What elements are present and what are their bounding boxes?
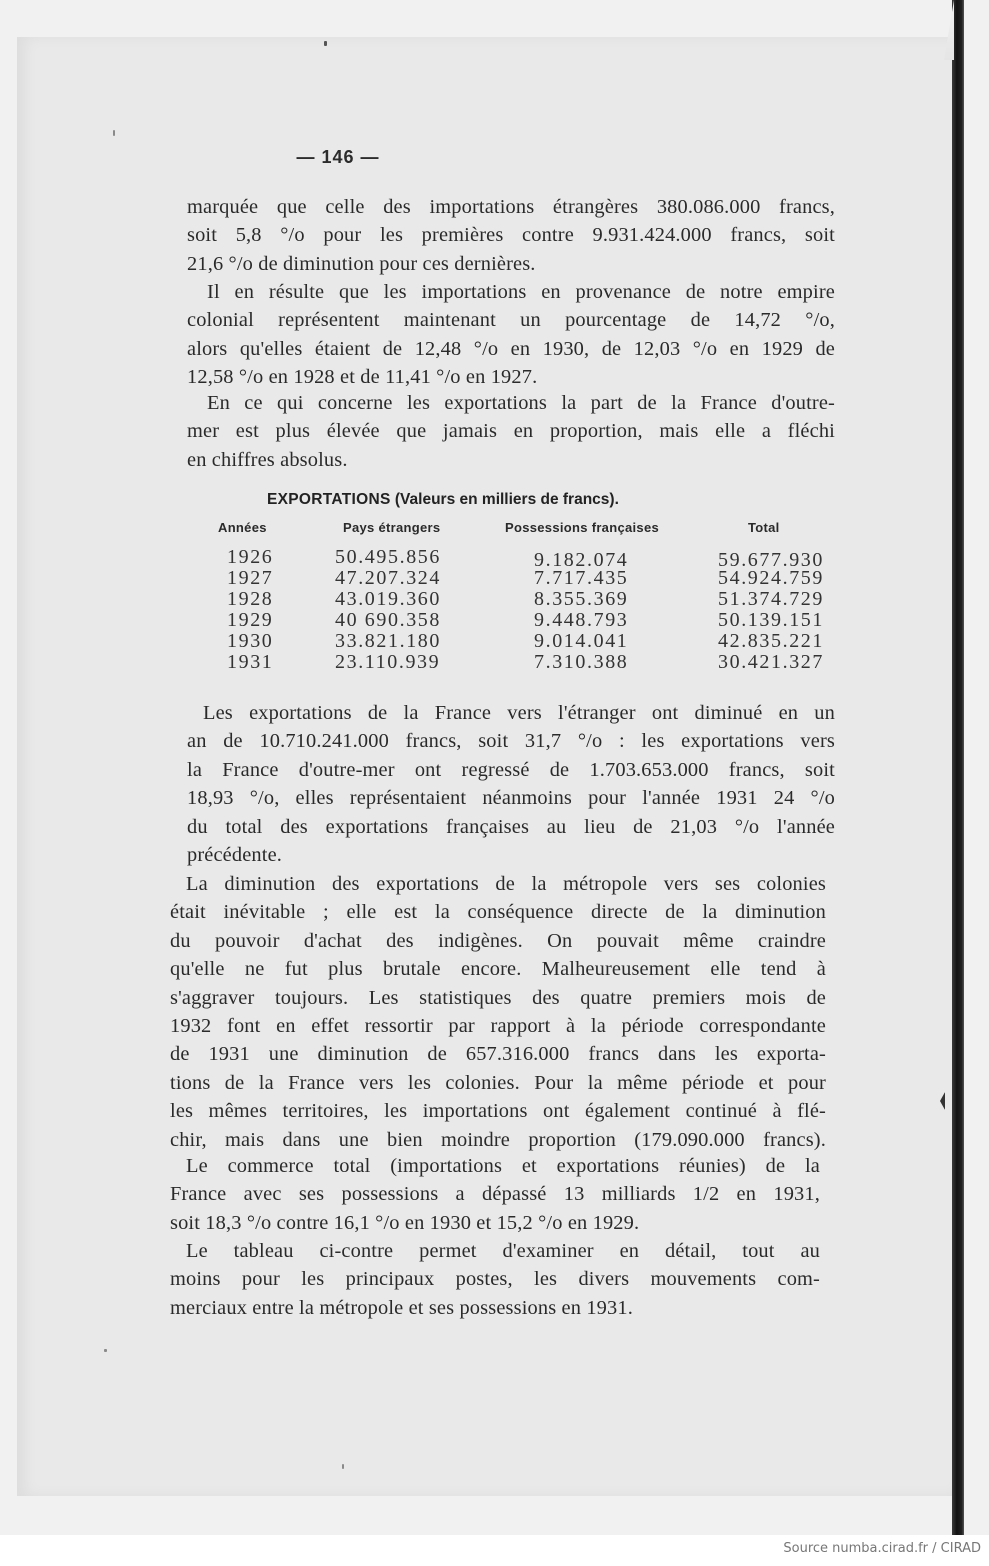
text-line: merciaux entre la métropole et ses possessions en 1931. [170,1296,633,1319]
text-line: s'aggraver toujours. Les statistiques des quatre premiers mois de [170,986,826,1009]
text-line: marquée que celle des importations étrangères 380.086.000 francs, [187,196,835,218]
text-line: 12,58 °/o en 1928 et de 11,41 °/o en 1927. [187,366,538,389]
paper-speck [113,130,115,136]
paragraph-6 [170,1152,820,1237]
cell-year: 1931 [227,651,274,673]
text-line: an de 10.710.241.000 francs, soit 31,7 °/o : les exportations vers [187,730,835,753]
cell-total: 42.835.221 [718,630,824,652]
cell-total: 50.139.151 [718,609,824,631]
text-line: en chiffres absolus. [187,448,348,471]
text-line: précédente. [187,844,283,867]
text-line: 21,6 °/o de diminution pour ces dernières. [187,252,536,275]
cell-year: 1929 [227,609,274,631]
text-line: Il en résulte que les importations en provenance de notre empire [207,281,835,303]
text-line: La diminution des exportations de la métropole vers ses colonies [186,873,826,895]
column-header-total: Total [748,520,780,535]
cell-pays-etrangers: 43.019.360 [335,588,441,610]
text-line: mer est plus élevée que jamais en proportion, mais elle a fléchi [187,420,835,443]
source-credit: Source numba.cirad.fr / CIRAD [783,1541,981,1556]
cell-pays-etrangers: 47.207.324 [335,567,441,589]
text-line: France avec ses possessions a dépassé 13 milliards 1/2 en 1931, [170,1183,820,1206]
cell-possessions-francaises: 8.355.369 [534,588,629,610]
table-row [205,546,845,571]
cell-year: 1926 [227,546,274,568]
text-line: Le tableau ci-contre permet d'examiner en détail, tout au [186,1240,820,1262]
cell-possessions-francaises: 9.014.041 [534,630,629,652]
text-line: En ce qui concerne les exportations la part de la France d'outre- [207,392,835,414]
text-line: les mêmes territoires, les importations ont également continué à flé- [170,1100,826,1123]
table-row [205,567,845,589]
cell-pays-etrangers: 50.495.856 [335,546,441,568]
cell-possessions-francaises: 7.310.388 [534,651,629,673]
text-line: soit 18,3 °/o contre 16,1 °/o en 1930 et 15,2 °/o en 1929. [170,1211,640,1234]
table-row [205,609,845,631]
text-line: soit 5,8 °/o pour les premières contre 9.931.424.000 francs, soit [187,224,835,247]
table-title [267,491,619,509]
cell-possessions-francaises: 9.182.074 [534,549,629,571]
cell-year: 1927 [227,567,274,589]
cell-total: 54.924.759 [718,567,824,589]
text-line: la France d'outre-mer ont regressé de 1.703.653.000 francs, soit [187,758,835,781]
paper-speck [342,1464,344,1469]
text-line: Les exportations de la France vers l'étranger ont diminué en un [203,702,835,724]
column-header-pays-etrangers: Pays étrangers [343,520,441,535]
table-title-main: EXPORTATIONS [267,491,391,508]
table-row [205,651,845,673]
text-line: du pouvoir d'achat des indigènes. On pouvait même craindre [170,929,826,952]
text-line: tions de la France vers les colonies. Pour la même période et pour [170,1071,826,1094]
text-line: colonial représentent maintenant un pourcentage de 14,72 °/o, [187,309,835,332]
column-header-possessions-francaises: Possessions françaises [505,520,660,535]
paragraph-7 [170,1237,820,1322]
text-line: du total des exportations françaises au lieu de 21,03 °/o l'année [187,815,835,838]
cell-possessions-francaises: 7.717.435 [534,567,629,589]
paragraph-3 [187,389,835,474]
text-line: était inévitable ; elle est la conséquence directe de la diminution [170,901,826,924]
text-line: 18,93 °/o, elles représentaient néanmoins pour l'année 1931 24 °/o [187,787,835,810]
paragraph-4 [187,699,835,869]
book-binding-edge [952,0,964,1535]
cell-year: 1928 [227,588,274,610]
text-line: alors qu'elles étaient de 12,48 °/o en 1930, de 12,03 °/o en 1929 de [187,337,835,360]
text-line: Le commerce total (importations et exportations réunies) de la [186,1155,820,1177]
text-line: de 1931 une diminution de 657.316.000 francs dans les exporta- [170,1043,826,1066]
paragraph-5 [170,870,826,1154]
cell-year: 1930 [227,630,274,652]
column-header-annees: Années [218,520,267,535]
page-edge-mark [940,1092,945,1110]
cell-pays-etrangers: 23.110.939 [335,651,441,673]
paragraph-2 [187,278,835,392]
page-number: — 146 — [296,147,380,167]
cell-pays-etrangers: 33.821.180 [335,630,441,652]
table-row [205,588,845,610]
table-row [205,630,845,652]
cell-total: 51.374.729 [718,588,824,610]
cell-pays-etrangers: 40 690.358 [335,609,441,631]
table-title-subtitle: (Valeurs en milliers de francs). [390,491,619,508]
cell-possessions-francaises: 9.448.793 [534,609,629,631]
paper-speck [104,1349,107,1352]
text-line: 1932 font en effet ressortir par rapport à la période correspondante [170,1015,826,1038]
text-line: qu'elle ne fut plus brutale encore. Malheureusement elle tend à [170,958,826,981]
paragraph-1 [187,193,835,278]
cell-total: 59.677.930 [718,549,824,571]
paper-speck [324,41,327,46]
cell-total: 30.421.327 [718,651,824,673]
text-line: moins pour les principaux postes, les divers mouvements com- [170,1268,820,1291]
text-line: chir, mais dans une bien moindre proportion (179.090.000 francs). [170,1128,826,1151]
